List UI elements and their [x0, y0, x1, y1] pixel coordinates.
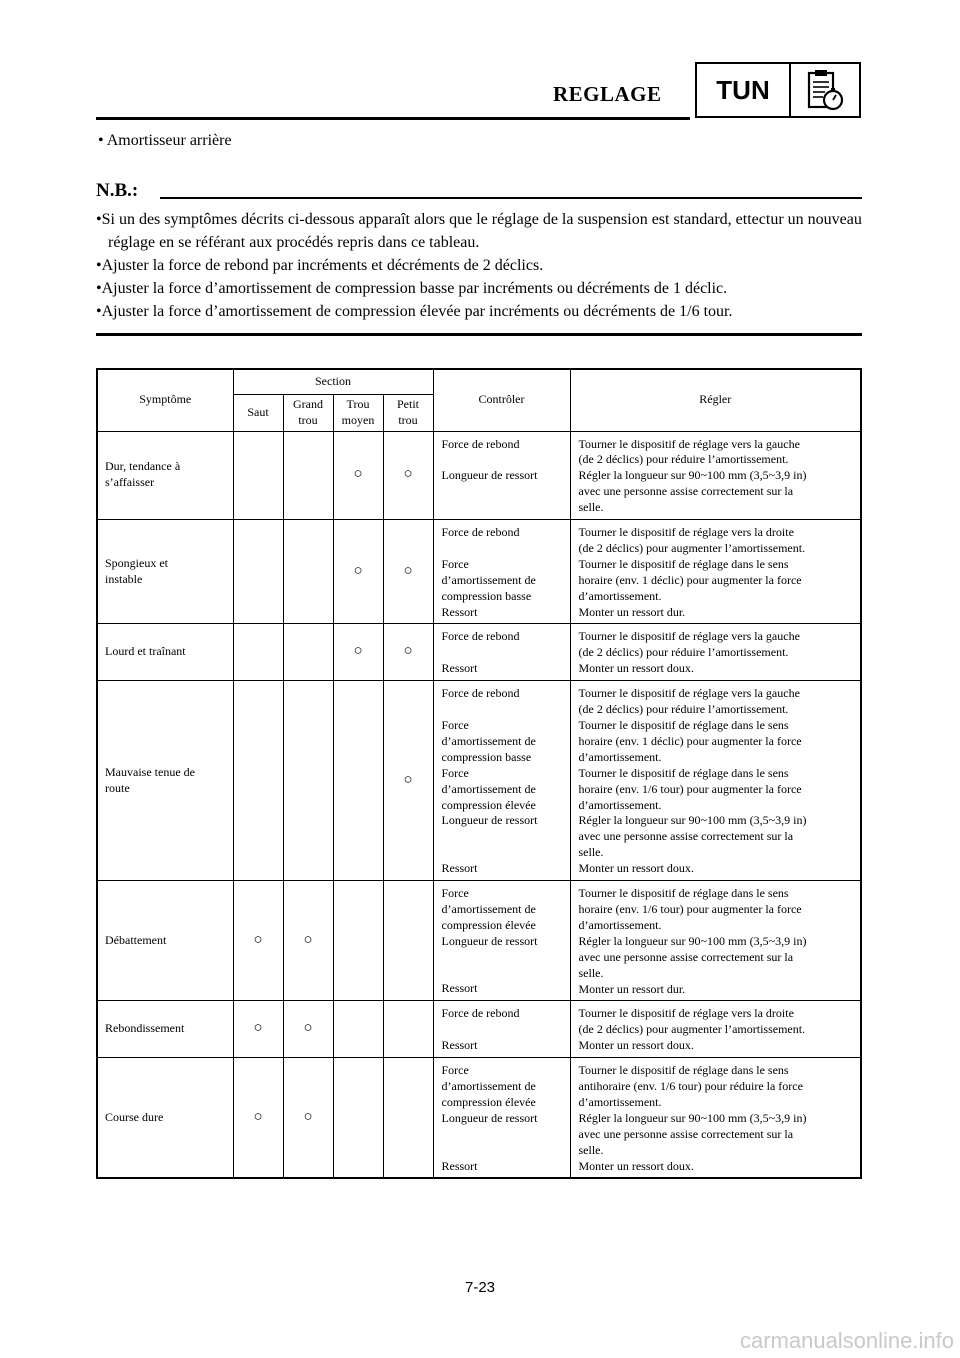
regler-line: d’amortissement. — [578, 749, 662, 764]
controler-cell — [433, 1001, 570, 1058]
symptom-line: Spongieux et — [105, 555, 168, 570]
regler-line: avec une personne assise correctement sur la — [578, 484, 794, 499]
controler-line: d’amortissement de — [441, 781, 536, 796]
controler-line: compression élevée — [441, 1094, 536, 1109]
controler-line: Ressort — [441, 861, 478, 876]
circle-mark-icon: ○ — [253, 1020, 263, 1037]
section-mark-cell — [283, 431, 333, 520]
regler-line: d’amortissement. — [578, 797, 662, 812]
section-mark-cell — [383, 520, 433, 624]
controler-line: Force de rebond — [441, 629, 520, 644]
section-mark-cell — [333, 1001, 383, 1058]
line-gap — [442, 484, 564, 500]
header-petit-trou-line1: Petit — [396, 396, 419, 411]
nb-title: N.B.: — [96, 180, 139, 201]
section-mark-cell — [333, 520, 383, 624]
controler-line: Force de rebond — [441, 525, 520, 540]
table-row — [97, 881, 861, 1001]
regler-line: horaire (env. 1/6 tour) pour augmenter la force — [578, 781, 802, 796]
circle-mark-icon: ○ — [303, 1020, 313, 1037]
line-gap — [442, 452, 564, 468]
regler-line: selle. — [578, 1142, 604, 1157]
controler-line: Force — [441, 886, 469, 901]
controler-cell — [433, 520, 570, 624]
symptom-line: Lourd et traînant — [105, 644, 186, 659]
section-mark-cell — [383, 624, 433, 681]
regler-line: Tourner le dispositif de réglage dans le sens — [578, 765, 789, 780]
header-section: Section — [233, 369, 433, 394]
regler-line: Tourner le dispositif de réglage vers la gauche — [578, 629, 800, 644]
symptom-cell — [97, 881, 233, 1001]
symptom-cell — [97, 431, 233, 520]
table-row — [97, 431, 861, 520]
tun-label: TUN — [697, 64, 791, 116]
controler-line: Longueur de ressort — [441, 1110, 538, 1125]
regler-line: (de 2 déclics) pour réduire l’amortissement. — [578, 452, 789, 467]
header-trou-moyen — [333, 394, 383, 431]
controler-line: Force — [441, 717, 469, 732]
line-gap — [442, 966, 564, 982]
section-mark-cell — [383, 681, 433, 881]
symptom-cell — [97, 624, 233, 681]
section-mark-cell — [383, 431, 433, 520]
tun-badge — [695, 62, 861, 118]
regler-line: Monter un ressort doux. — [578, 861, 694, 876]
page-section-title: REGLAGE — [553, 82, 662, 106]
controler-line: compression élevée — [441, 797, 536, 812]
controler-line: compression basse — [441, 588, 532, 603]
controler-line: Ressort — [441, 661, 478, 676]
regler-line: (de 2 déclics) pour réduire l’amortissement. — [578, 702, 789, 717]
regler-cell — [570, 681, 861, 881]
section-mark-cell — [233, 431, 283, 520]
controler-line: Ressort — [441, 981, 478, 996]
regler-line: antihoraire (env. 1/6 tour) pour réduire la force — [578, 1079, 803, 1094]
section-mark-cell — [333, 431, 383, 520]
section-mark-cell — [233, 624, 283, 681]
controler-line: Force de rebond — [441, 1006, 520, 1021]
regler-line: d’amortissement. — [578, 917, 662, 932]
header-saut: Saut — [233, 394, 283, 431]
circle-mark-icon: ○ — [403, 562, 413, 579]
regler-line: Tourner le dispositif de réglage dans le sens — [578, 556, 789, 571]
regler-line: Tourner le dispositif de réglage vers la gauche — [578, 436, 800, 451]
controler-line: Ressort — [441, 1038, 478, 1053]
watermark: carmanualsonline.info — [739, 1328, 954, 1353]
regler-cell — [570, 624, 861, 681]
section-mark-cell — [233, 1058, 283, 1179]
symptom-line: Dur, tendance à — [105, 459, 181, 474]
controler-line: Longueur de ressort — [441, 813, 538, 828]
symptom-cell — [97, 1058, 233, 1179]
controler-cell — [433, 624, 570, 681]
table-row — [97, 520, 861, 624]
controler-line: Longueur de ressort — [441, 468, 538, 483]
circle-mark-icon: ○ — [403, 643, 413, 660]
regler-line: horaire (env. 1/6 tour) pour augmenter la force — [578, 901, 802, 916]
section-mark-cell — [283, 1001, 333, 1058]
regler-line: avec une personne assise correctement sur la — [578, 829, 794, 844]
controler-line: Force de rebond — [441, 686, 520, 701]
table-row — [97, 681, 861, 881]
controler-line: d’amortissement de — [441, 1079, 536, 1094]
section-mark-cell — [333, 881, 383, 1001]
table-body — [97, 431, 861, 1178]
section-mark-cell — [283, 520, 333, 624]
regler-line: avec une personne assise correctement sur la — [578, 949, 794, 964]
regler-line: (de 2 déclics) pour réduire l’amortissement. — [578, 645, 789, 660]
regler-line: (de 2 déclics) pour augmenter l’amortissement. — [578, 540, 806, 555]
regler-line: Monter un ressort doux. — [578, 1038, 694, 1053]
line-gap — [442, 950, 564, 966]
regler-line: d’amortissement. — [578, 588, 662, 603]
regler-line: selle. — [578, 965, 604, 980]
circle-mark-icon: ○ — [353, 466, 363, 483]
regler-line: Tourner le dispositif de réglage vers la droite — [578, 1006, 794, 1021]
regler-line: Monter un ressort dur. — [578, 981, 686, 996]
regler-line: Régler la longueur sur 90~100 mm (3,5~3,9 in) — [578, 933, 807, 948]
section-label: • Amortisseur arrière — [98, 132, 232, 149]
table-row — [97, 1058, 861, 1179]
regler-line: selle. — [578, 500, 604, 515]
controler-cell — [433, 681, 570, 881]
circle-mark-icon: ○ — [403, 466, 413, 483]
controler-line: d’amortissement de — [441, 572, 536, 587]
table-row — [97, 624, 861, 681]
section-mark-cell — [383, 881, 433, 1001]
regler-line: Monter un ressort dur. — [578, 604, 686, 619]
controler-line: d’amortissement de — [441, 901, 536, 916]
header-trou-moyen-line2: moyen — [341, 412, 375, 427]
regler-line: Régler la longueur sur 90~100 mm (3,5~3,9 in) — [578, 1110, 807, 1125]
controler-line: d’amortissement de — [441, 733, 536, 748]
header-symptome: Symptôme — [97, 369, 233, 431]
header-rule — [96, 117, 690, 120]
line-gap — [442, 702, 564, 718]
regler-cell — [570, 1001, 861, 1058]
regler-cell — [570, 520, 861, 624]
symptom-line: Rebondissement — [105, 1021, 185, 1036]
regler-line: horaire (env. 1 déclic) pour augmenter la force — [578, 733, 802, 748]
circle-mark-icon: ○ — [253, 1108, 263, 1125]
regler-cell — [570, 881, 861, 1001]
symptom-line: Course dure — [105, 1109, 164, 1124]
line-gap — [442, 1022, 564, 1038]
regler-line: Tourner le dispositif de réglage vers la droite — [578, 525, 794, 540]
suspension-tuning-table — [96, 368, 862, 1179]
regler-cell — [570, 1058, 861, 1179]
line-gap — [442, 1127, 564, 1143]
line-gap — [442, 541, 564, 557]
line-gap — [442, 1143, 564, 1159]
regler-line: Tourner le dispositif de réglage dans le sens — [578, 1063, 789, 1078]
regler-line: horaire (env. 1 déclic) pour augmenter la force — [578, 572, 802, 587]
circle-mark-icon: ○ — [403, 771, 413, 788]
regler-line: d’amortissement. — [578, 1094, 662, 1109]
section-mark-cell — [233, 1001, 283, 1058]
circle-mark-icon: ○ — [303, 931, 313, 948]
section-mark-cell — [283, 1058, 333, 1179]
section-mark-cell — [283, 681, 333, 881]
symptom-cell — [97, 681, 233, 881]
controler-line: Longueur de ressort — [441, 933, 538, 948]
nb-bottom-rule — [96, 333, 862, 336]
header-petit-trou-line2: trou — [398, 412, 418, 427]
regler-line: Régler la longueur sur 90~100 mm (3,5~3,9 in) — [578, 813, 807, 828]
nb-rule — [160, 197, 862, 199]
regler-line: Tourner le dispositif de réglage vers la gauche — [578, 686, 800, 701]
controler-line: Force de rebond — [441, 436, 520, 451]
regler-cell — [570, 431, 861, 520]
controler-line: Ressort — [441, 1158, 478, 1173]
controler-line: Force — [441, 765, 469, 780]
regler-line: Tourner le dispositif de réglage dans le sens — [578, 718, 789, 732]
header-controler: Contrôler — [433, 369, 570, 431]
section-mark-cell — [333, 1058, 383, 1179]
circle-mark-icon: ○ — [353, 562, 363, 579]
regler-line: Monter un ressort doux. — [578, 1158, 694, 1173]
controler-cell — [433, 881, 570, 1001]
controler-line: Ressort — [441, 604, 478, 619]
section-mark-cell — [383, 1058, 433, 1179]
controler-line: compression basse — [441, 749, 532, 764]
regler-line: Régler la longueur sur 90~100 mm (3,5~3,9 in) — [578, 468, 807, 483]
circle-mark-icon: ○ — [253, 931, 263, 948]
line-gap — [442, 500, 564, 516]
symptom-line: Débattement — [105, 932, 167, 947]
page-number: 7-23 — [464, 1279, 496, 1296]
header-regler: Régler — [570, 369, 861, 431]
line-gap — [442, 845, 564, 861]
symptom-cell — [97, 1001, 233, 1058]
header-grand-trou-line2: trou — [298, 412, 318, 427]
regler-line: Monter un ressort doux. — [578, 661, 694, 676]
section-mark-cell — [233, 881, 283, 1001]
regler-line: avec une personne assise correctement sur la — [578, 1126, 794, 1141]
section-mark-cell — [383, 1001, 433, 1058]
section-mark-cell — [283, 881, 333, 1001]
clipboard-stopwatch-icon — [791, 64, 859, 116]
regler-line: (de 2 déclics) pour augmenter l’amortissement. — [578, 1022, 806, 1037]
symptom-line: instable — [105, 571, 143, 586]
controler-line: compression élevée — [441, 917, 536, 932]
table-row — [97, 1001, 861, 1058]
nb-item: •Ajuster la force de rebond par incréments et décréments de 2 déclics. — [96, 257, 544, 274]
nb-list — [96, 208, 862, 323]
header-trou-moyen-line1: Trou — [346, 396, 370, 411]
symptom-cell — [97, 520, 233, 624]
header-grand-trou — [283, 394, 333, 431]
controler-cell — [433, 431, 570, 520]
section-mark-cell — [283, 624, 333, 681]
nb-item: •Ajuster la force d’amortissement de compression basse par incréments ou décréments de 1 déclic. — [96, 280, 728, 297]
circle-mark-icon: ○ — [353, 643, 363, 660]
circle-mark-icon: ○ — [303, 1108, 313, 1125]
symptom-line: s’affaisser — [105, 475, 155, 490]
nb-item: •Ajuster la force d’amortissement de compression élevée par incréments ou décréments de 1/6 tour. — [96, 303, 733, 320]
regler-line: Tourner le dispositif de réglage dans le sens — [578, 886, 789, 901]
controler-cell — [433, 1058, 570, 1179]
section-mark-cell — [333, 681, 383, 881]
nb-item: •Si un des symptômes décrits ci-dessous apparaît alors que le réglage de la suspension est standard, ettectur un nouveau réglage en se référant aux procédés repris dans ce tableau. — [96, 211, 862, 251]
symptom-line: Mauvaise tenue de — [105, 764, 195, 779]
section-mark-cell — [333, 624, 383, 681]
section-mark-cell — [233, 520, 283, 624]
header-grand-trou-line1: Grand — [293, 396, 323, 411]
controler-line: Force — [441, 556, 469, 571]
line-gap — [442, 829, 564, 845]
controler-line: Force — [441, 1063, 469, 1078]
symptom-line: route — [105, 780, 130, 795]
line-gap — [442, 645, 564, 661]
regler-line: selle. — [578, 845, 604, 860]
section-mark-cell — [233, 681, 283, 881]
header-petit-trou — [383, 394, 433, 431]
